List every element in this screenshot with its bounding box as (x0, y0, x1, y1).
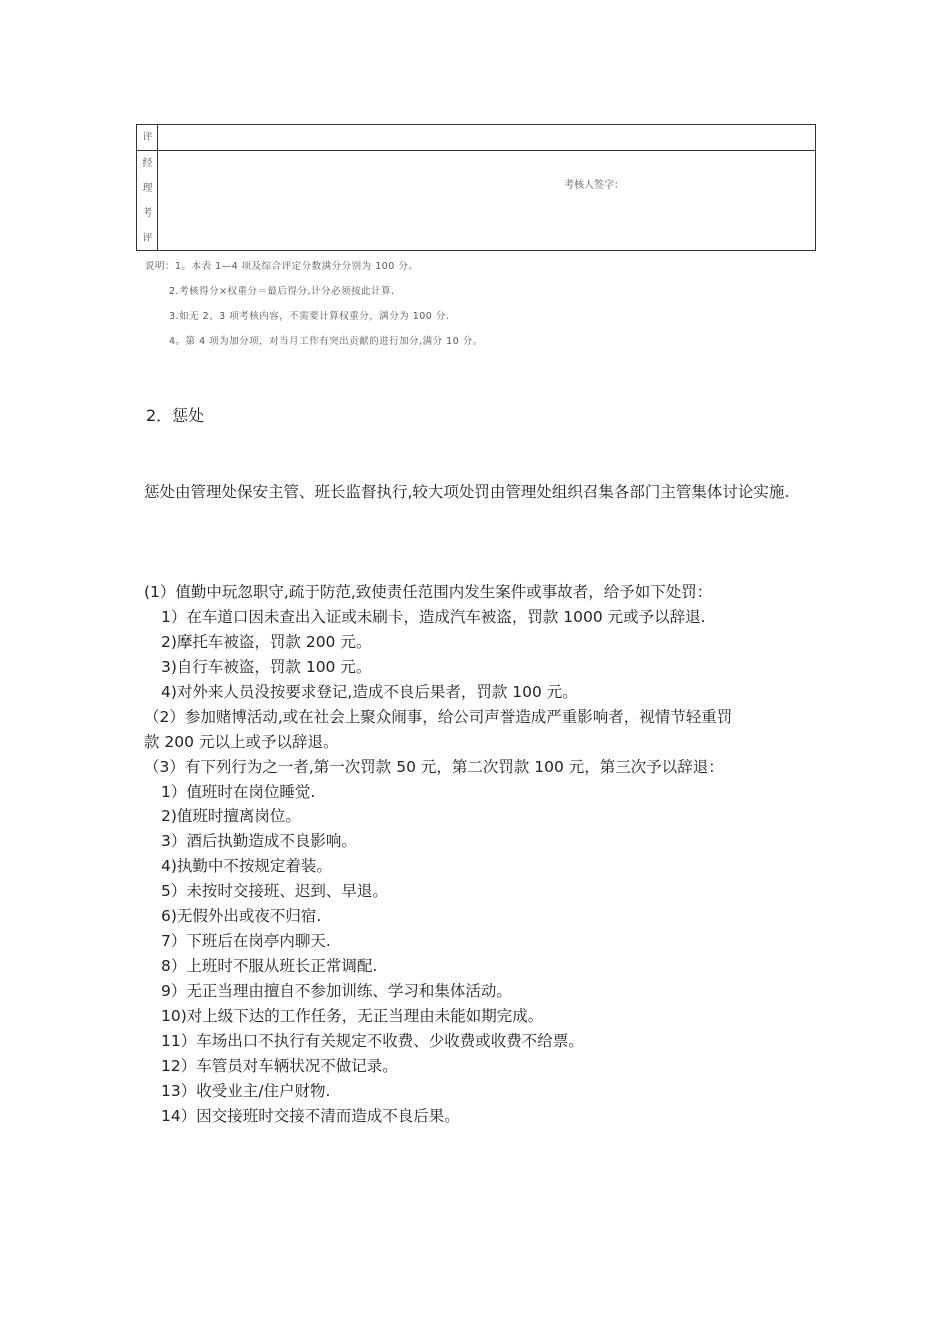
row-1-label-cell (137, 125, 158, 150)
rule-line: 3)自行车被盗，罚款 100 元。 (161, 658, 372, 676)
manager-label-char-1: 经 (142, 158, 153, 169)
rule-line: （2）参加赌博活动,或在社会上聚众闹事，给公司声誉造成严重影响者，视情节轻重罚 (144, 708, 733, 726)
evaluation-row-manager (137, 151, 815, 250)
manager-label-cell (137, 151, 158, 250)
rule-line: (1）值勤中玩忽职守,疏于防范,致使责任范围内发生案件或事故者，给予如下处罚： (144, 583, 713, 601)
rule-line: 2)摩托车被盗，罚款 200 元。 (161, 633, 372, 651)
rule-line: 6)无假外出或夜不归宿. (161, 907, 322, 925)
note-line: 4。第 4 项为加分项，对当月工作有突出贡献的进行加分,满分 10 分。 (169, 336, 483, 347)
rule-line: 7）下班后在岗亭内聊天. (161, 932, 331, 950)
rule-line: 12）车管员对车辆状况不做记录。 (161, 1057, 398, 1075)
rule-line: 4)对外来人员没按要求登记,造成不良后果者，罚款 100 元。 (161, 683, 578, 701)
rule-line: 11）车场出口不执行有关规定不收费、少收费或收费不给票。 (161, 1032, 584, 1050)
rule-line: 1）在车道口因未查出入证或未刷卡，造成汽车被盗，罚款 1000 元或予以辞退. (161, 608, 706, 626)
evaluation-table (136, 124, 816, 251)
evaluation-row-1 (137, 125, 815, 151)
section-intro: 惩处由管理处保安主管、班长监督执行,较大项处罚由管理处组织召集各部门主管集体讨论实施. (144, 483, 790, 501)
note-line: 2.考核得分×权重分＝最后得分,计分必须按此计算. (169, 286, 395, 297)
row-1-label: 评 (142, 132, 153, 143)
manager-label-char-3: 考 (142, 208, 153, 219)
rule-line: 4)执勤中不按规定着装。 (161, 857, 332, 875)
note-line: 说明：1。本表 1—4 项及综合评定分数满分分别为 100 分。 (145, 261, 419, 272)
rule-line: 9）无正当理由擅自不参加训练、学习和集体活动。 (161, 982, 512, 1000)
rule-line: （3）有下列行为之一者,第一次罚款 50 元，第二次罚款 100 元，第三次予以辞退： (144, 758, 724, 776)
note-line: 3.如无 2、3 项考核内容，不需要计算权重分，满分为 100 分. (169, 311, 450, 322)
rule-line: 1）值班时在岗位睡觉. (161, 783, 316, 801)
rule-line: 13）收受业主/住户财物. (161, 1082, 331, 1100)
rule-line: 2)值班时擅离岗位。 (161, 807, 301, 825)
rule-line: 10)对上级下达的工作任务，无正当理由未能如期完成。 (161, 1007, 544, 1025)
rule-line: 3）酒后执勤造成不良影响。 (161, 832, 357, 850)
signature-label: 考核人签字： (564, 180, 624, 191)
rule-line: 14）因交接班时交接不清而造成不良后果。 (161, 1107, 460, 1125)
manager-label-char-2: 理 (142, 183, 153, 194)
manager-label-char-4: 评 (142, 233, 153, 244)
rule-line: 8）上班时不服从班长正常调配. (161, 957, 378, 975)
rule-line: 款 200 元以上或予以辞退。 (144, 733, 339, 751)
section-heading: 2．惩处 (146, 406, 205, 425)
rule-line: 5）未按时交接班、迟到、早退。 (161, 882, 388, 900)
